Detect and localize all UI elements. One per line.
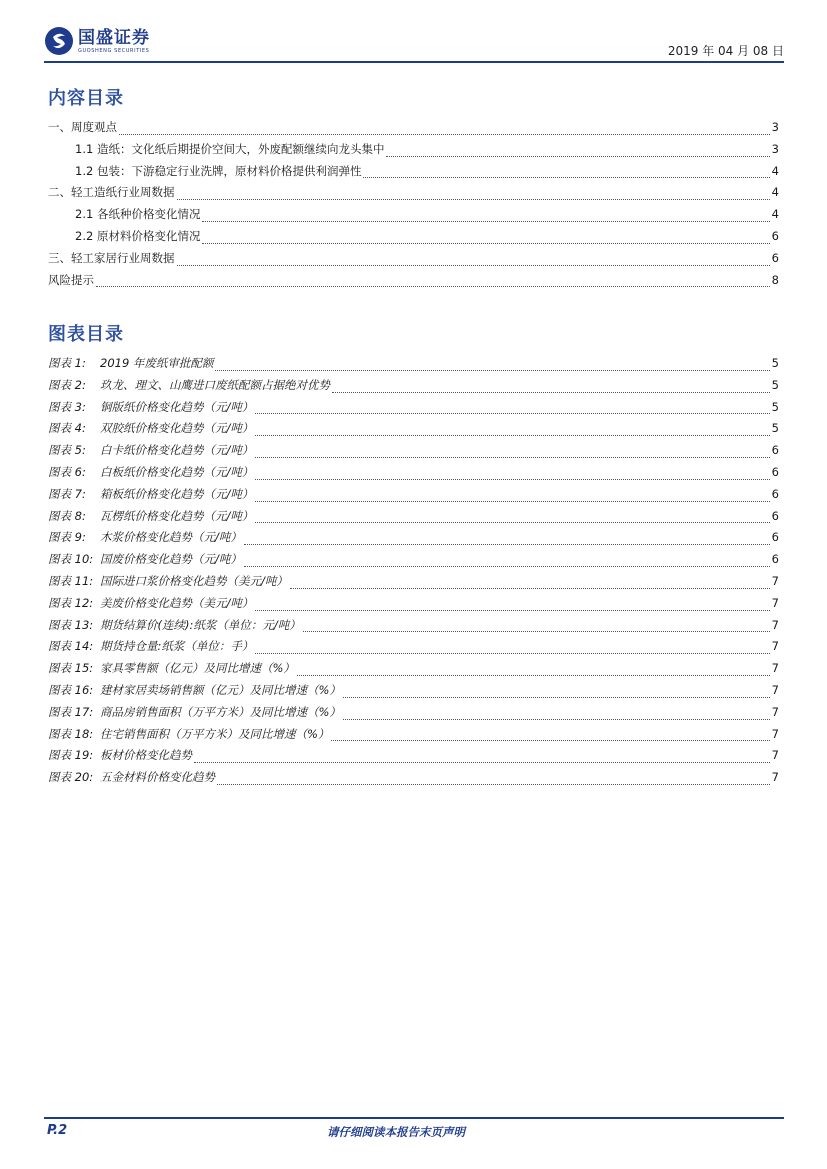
figure-title: 2019 年废纸审批配额 [100, 356, 214, 370]
toc-entry-label: 2.2 原材料价格变化情况 [75, 228, 201, 243]
toc-entry-label: 风险提示 [48, 272, 94, 287]
toc-leader-dots [297, 674, 770, 676]
figure-entry-label [48, 508, 253, 524]
toc-entry-page: 8 [771, 272, 779, 287]
figure-number: 图表 13: [48, 617, 94, 632]
figure-title: 木浆价格变化趋势（元/吨） [100, 530, 242, 545]
toc-leader-dots [119, 133, 770, 135]
toc-entry-label: 一、周度观点 [48, 120, 117, 134]
toc-leader-dots [332, 391, 770, 393]
figure-entry[interactable] [48, 769, 779, 791]
toc-leader-dots [386, 155, 769, 157]
figure-entry[interactable] [48, 529, 779, 551]
toc-entry-page: 4 [771, 185, 779, 200]
figure-title: 玖龙、理文、山鹰进口废纸配额占据绝对优势 [100, 377, 330, 392]
guosheng-logo-icon [44, 26, 74, 56]
figure-entry[interactable] [48, 726, 779, 748]
toc-entry-page: 4 [771, 163, 779, 178]
page-header [44, 24, 784, 64]
toc-leader-dots [303, 630, 770, 632]
toc-entry-page: 6 [771, 228, 779, 243]
toc-leader-dots [255, 609, 769, 611]
toc-leader-dots [217, 783, 770, 785]
figure-entry-page: 6 [771, 464, 779, 479]
figure-entry-label [48, 726, 329, 742]
figure-title: 铜版纸价格变化趋势（元/吨） [100, 399, 254, 414]
toc-entry[interactable] [48, 163, 779, 185]
figure-number: 图表 19: [48, 748, 94, 763]
header-divider [44, 61, 784, 63]
figure-entry[interactable] [48, 442, 779, 464]
figure-entry[interactable] [48, 355, 779, 377]
figure-entry-label [48, 660, 295, 676]
figure-entry[interactable] [48, 660, 779, 682]
figure-entry-page: 7 [771, 617, 779, 632]
figure-title: 住宅销售面积（万平方米）及同比增速（%） [100, 726, 330, 741]
figure-entry-label [48, 420, 253, 436]
toc-entry[interactable] [48, 228, 779, 250]
figure-number: 图表 15: [48, 661, 94, 676]
report-date: 2019 年 04 月 08 日 [667, 44, 784, 58]
toc-leader-dots [255, 434, 769, 436]
toc-entry[interactable] [48, 206, 779, 228]
figure-entry-page: 7 [771, 704, 779, 719]
figure-entry[interactable] [48, 638, 779, 660]
figure-entry-page: 5 [771, 356, 779, 370]
figure-entry-label [48, 529, 242, 545]
figure-number: 图表 18: [48, 726, 94, 741]
figure-title: 板材价格变化趋势 [100, 748, 192, 763]
toc-entry-label: 三、轻工家居行业周数据 [48, 250, 175, 265]
figure-entry-label [48, 747, 192, 763]
figure-entry-page: 7 [771, 639, 779, 654]
figure-title: 建材家居卖场销售额（亿元）及同比增速（%） [100, 682, 341, 697]
toc-leader-dots [255, 478, 769, 480]
figure-number: 图表 6: [48, 464, 86, 479]
figure-entry-label [48, 682, 341, 698]
figure-entry[interactable] [48, 377, 779, 399]
toc-leader-dots [202, 220, 769, 222]
figure-entry-page: 7 [771, 573, 779, 588]
figure-title: 商品房销售面积（万平方米）及同比增速（%） [100, 704, 341, 719]
figure-number: 图表 10: [48, 552, 94, 567]
figure-entry-label [48, 769, 215, 785]
toc-leader-dots [363, 176, 769, 178]
figure-title: 瓦楞纸价格变化趋势（元/吨） [100, 508, 254, 523]
figure-entry-label [48, 617, 301, 633]
figure-entry[interactable] [48, 704, 779, 726]
figure-entry-label [48, 704, 341, 720]
figures-title: 图表目录 [48, 324, 124, 345]
figure-number: 图表 14: [48, 639, 94, 654]
toc-leader-dots [177, 198, 770, 200]
toc-leader-dots [255, 456, 769, 458]
figure-entry-page: 7 [771, 726, 779, 741]
figure-entry-label [48, 573, 288, 589]
figure-entry[interactable] [48, 573, 779, 595]
figure-number: 图表 7: [48, 486, 86, 501]
figure-title: 国际进口浆价格变化趋势（美元/吨） [100, 573, 288, 588]
figure-entry[interactable] [48, 420, 779, 442]
toc-entry[interactable] [48, 141, 779, 163]
figure-number: 图表 5: [48, 443, 86, 458]
toc-entry-page: 3 [771, 141, 779, 156]
disclaimer-note: 请仔细阅读本报告末页声明 [327, 1125, 465, 1139]
toc-leader-dots [244, 543, 770, 545]
figure-entry-page: 7 [771, 748, 779, 763]
figure-entry-label [48, 464, 253, 480]
figure-entry-page: 5 [771, 399, 779, 414]
figure-entry-page: 7 [771, 661, 779, 676]
figure-entry[interactable] [48, 551, 779, 573]
figure-entry-label [48, 377, 330, 393]
figure-number: 图表 8: [48, 508, 86, 523]
figure-title: 期货结算价(连续):纸浆（单位：元/吨） [100, 617, 301, 632]
figure-entry-label [48, 486, 253, 502]
figure-number: 图表 20: [48, 770, 94, 785]
page-number: P.2 [47, 1123, 68, 1138]
figure-entry-label [48, 595, 253, 611]
figure-number: 图表 1: [48, 356, 86, 370]
figure-entry-page: 7 [771, 595, 779, 610]
figure-entry[interactable] [48, 464, 779, 486]
figure-entry-label [48, 551, 242, 567]
toc-leader-dots [244, 565, 770, 567]
toc-leader-dots [290, 587, 770, 589]
contents-title: 内容目录 [48, 88, 124, 109]
toc-entry-label: 2.1 各纸种价格变化情况 [75, 207, 201, 222]
figure-title: 箱板纸价格变化趋势（元/吨） [100, 486, 254, 501]
toc-leader-dots [331, 739, 769, 741]
toc-entry[interactable] [48, 119, 779, 141]
figure-entry[interactable] [48, 747, 779, 769]
toc-leader-dots [202, 242, 769, 244]
figure-title: 白卡纸价格变化趋势（元/吨） [100, 443, 254, 458]
figure-entry[interactable] [48, 486, 779, 508]
toc-entry[interactable] [48, 272, 779, 294]
figure-title: 美废价格变化趋势（美元/吨） [100, 595, 254, 610]
figure-entry-page: 6 [771, 552, 779, 567]
toc-entry[interactable] [48, 250, 779, 272]
toc-leader-dots [255, 521, 769, 523]
figure-entry-page: 5 [771, 377, 779, 392]
figure-entry-page: 6 [771, 508, 779, 523]
toc-entry-page: 6 [771, 250, 779, 265]
brand-name: 国盛证券 [78, 27, 150, 48]
figure-entry-page: 6 [771, 486, 779, 501]
figure-number: 图表 11: [48, 573, 94, 588]
brand-logo [44, 26, 150, 56]
contents-list [48, 119, 779, 293]
footer-divider [44, 1117, 784, 1119]
figure-title: 白板纸价格变化趋势（元/吨） [100, 464, 254, 479]
toc-entry-label: 1.1 造纸：文化纸后期提价空间大，外废配额继续向龙头集中 [75, 141, 385, 156]
toc-leader-dots [255, 652, 769, 654]
figure-number: 图表 4: [48, 421, 86, 436]
figure-entry-label [48, 355, 213, 371]
figure-number: 图表 16: [48, 682, 94, 697]
figure-number: 图表 17: [48, 704, 94, 719]
figure-number: 图表 9: [48, 530, 86, 545]
figure-entry[interactable] [48, 399, 779, 421]
brand-name-en: GUOSHENG SECURITIES [78, 47, 150, 54]
figure-entry-page: 6 [771, 530, 779, 545]
figure-title: 家具零售额（亿元）及同比增速（%） [100, 661, 295, 676]
toc-entry-page: 4 [771, 207, 779, 222]
toc-leader-dots [343, 696, 770, 698]
figure-entry-page: 7 [771, 682, 779, 697]
figure-entry-label [48, 442, 253, 458]
toc-leader-dots [177, 264, 770, 266]
figure-entry-page: 6 [771, 443, 779, 458]
figure-number: 图表 3: [48, 399, 86, 414]
toc-leader-dots [255, 412, 769, 414]
figure-title: 国废价格变化趋势（元/吨） [100, 552, 242, 567]
figure-number: 图表 2: [48, 377, 86, 392]
toc-leader-dots [343, 718, 770, 720]
figure-entry-page: 5 [771, 421, 779, 436]
toc-leader-dots [96, 285, 770, 287]
toc-entry-label: 1.2 包装：下游稳定行业洗牌，原材料价格提供利润弹性 [75, 163, 362, 178]
toc-leader-dots [194, 761, 770, 763]
figures-list [48, 355, 779, 791]
figure-entry[interactable] [48, 617, 779, 639]
figure-entry[interactable] [48, 682, 779, 704]
figure-title: 期货持仓量:纸浆（单位：手） [100, 639, 254, 654]
figure-entry-label [48, 638, 253, 654]
figure-number: 图表 12: [48, 595, 94, 610]
figure-title: 五金材料价格变化趋势 [100, 770, 215, 785]
toc-entry-label: 二、轻工造纸行业周数据 [48, 185, 175, 200]
toc-leader-dots [215, 369, 769, 371]
toc-leader-dots [255, 500, 769, 502]
figure-entry[interactable] [48, 508, 779, 530]
toc-entry-page: 3 [771, 120, 779, 134]
figure-title: 双胶纸价格变化趋势（元/吨） [100, 421, 254, 436]
figure-entry[interactable] [48, 595, 779, 617]
toc-entry[interactable] [48, 184, 779, 206]
figure-entry-label [48, 399, 253, 415]
figure-entry-page: 7 [771, 770, 779, 785]
